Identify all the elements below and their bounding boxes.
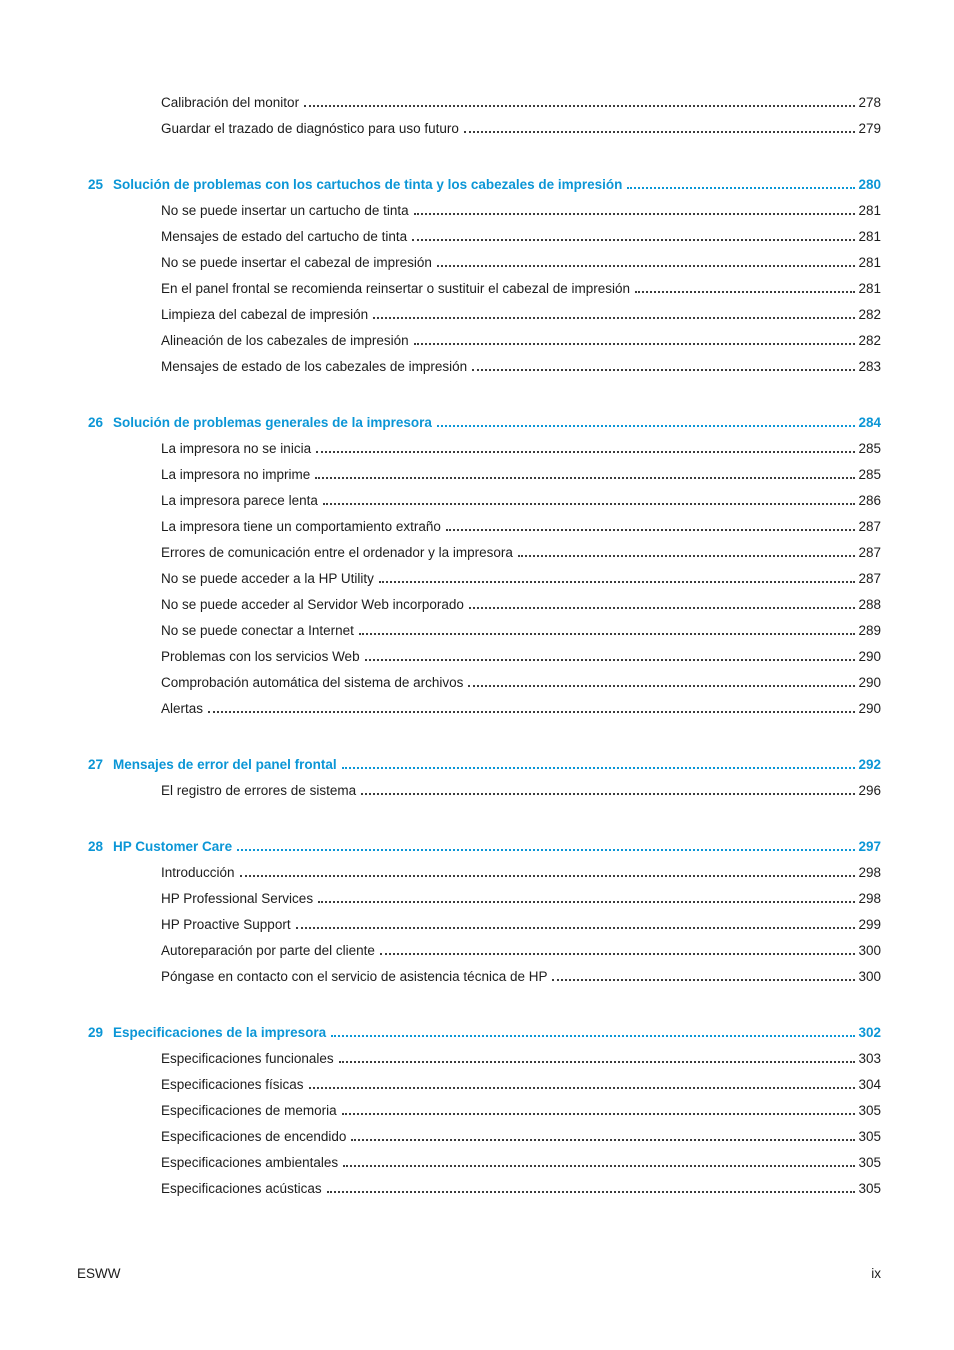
dot-leader [208,711,855,713]
toc-entry [161,938,881,964]
toc-chapter-block [88,1020,881,1202]
toc-entry [161,1046,881,1072]
toc-entry [161,540,881,566]
dot-leader [316,451,855,453]
toc-entry-label: Póngase en contacto con el servicio de asistencia técnica de HP [161,969,548,984]
toc-chapter-number: 28 [88,839,104,854]
dot-leader [327,1191,856,1193]
toc-entry-page-number: 296 [858,783,881,798]
dot-leader [380,953,856,955]
dot-leader [635,291,855,293]
dot-leader [361,793,855,795]
toc-entry-label: No se puede insertar el cabezal de impresión [161,255,432,270]
dot-leader [331,1035,855,1037]
toc-entry-page-number: 290 [858,649,881,664]
toc-entry [161,566,881,592]
toc-chapter-number: 26 [88,415,104,430]
toc-entry-page-number: 282 [858,333,881,348]
toc-entry [161,964,881,990]
footer-doc-code: ESWW [77,1266,121,1281]
dot-leader [437,265,856,267]
toc-entry-label: Problemas con los servicios Web [161,649,360,664]
toc-entry-label: No se puede insertar un cartucho de tinta [161,203,409,218]
toc-entry-page-number: 281 [858,229,881,244]
dot-leader [304,105,855,107]
toc-entry [161,276,881,302]
toc-entry-page-number: 305 [858,1155,881,1170]
toc-entry-label: Mensajes de estado de los cabezales de impresión [161,359,468,374]
toc-chapter-block [88,410,881,722]
toc-entry-label: La impresora no imprime [161,467,311,482]
toc-entry-label: Especificaciones acústicas [161,1181,322,1196]
toc-entry-label: HP Proactive Support [161,917,291,932]
toc-chapter-heading [88,172,881,198]
toc-entry-label: Guardar el trazado de diagnóstico para uso futuro [161,121,459,136]
toc-entry-page-number: 289 [858,623,881,638]
toc-chapter-page-number: 297 [858,839,881,854]
dot-leader [552,979,855,981]
page-footer [77,1266,881,1281]
toc-entry-label: No se puede conectar a Internet [161,623,354,638]
toc-entry [161,354,881,380]
toc-entry-label: Mensajes de estado del cartucho de tinta [161,229,408,244]
toc-entry-label: La impresora no se inicia [161,441,312,456]
toc-chapter-title: Solución de problemas generales de la impresora [113,415,432,430]
toc-entry-page-number: 282 [858,307,881,322]
toc-entry [161,224,881,250]
toc-chapter-heading [88,410,881,436]
dot-leader [412,239,855,241]
dot-leader [296,927,856,929]
toc-entry [161,912,881,938]
toc-entry-page-number: 281 [858,281,881,296]
dot-leader [469,607,856,609]
dot-leader [339,1061,856,1063]
dot-leader [373,317,855,319]
toc-entry [161,618,881,644]
dot-leader [343,1165,855,1167]
dot-leader [379,581,856,583]
dot-leader [414,343,856,345]
toc-entry [161,670,881,696]
toc-entry [161,90,881,116]
toc-entry-label: Especificaciones de memoria [161,1103,337,1118]
toc-entry-page-number: 299 [858,917,881,932]
toc-entry-page-number: 287 [858,571,881,586]
dot-leader [342,767,856,769]
toc-chapter-block [88,172,881,380]
toc-entry-label: La impresora tiene un comportamiento extraño [161,519,441,534]
toc-entry [161,488,881,514]
toc-entry [161,436,881,462]
toc-entry [161,644,881,670]
toc-entry [161,592,881,618]
toc-chapter-number: 25 [88,177,104,192]
toc-entry-label: Autoreparación por parte del cliente [161,943,375,958]
dot-leader [318,901,855,903]
toc-chapter-title: Solución de problemas con los cartuchos de tinta y los cabezales de impresión [113,177,623,192]
toc-chapter-page-number: 280 [858,177,881,192]
toc-entry [161,1072,881,1098]
toc-entry-page-number: 304 [858,1077,881,1092]
toc-entry [161,116,881,142]
toc-entry [161,1098,881,1124]
toc-entry-label: Introducción [161,865,235,880]
toc-entry-page-number: 290 [858,701,881,716]
toc-entry-page-number: 279 [858,121,881,136]
toc-chapter-block [88,752,881,804]
dot-leader [446,529,856,531]
toc-entry-page-number: 300 [858,969,881,984]
toc-entry-page-number: 285 [858,441,881,456]
footer-page-number: ix [871,1266,881,1281]
toc-entry-label: En el panel frontal se recomienda reinsertar o sustituir el cabezal de impresión [161,281,630,296]
toc-entry-page-number: 281 [858,255,881,270]
dot-leader [627,187,855,189]
toc-entry [161,1124,881,1150]
toc-chapter-page-number: 284 [858,415,881,430]
toc-chapter-number: 29 [88,1025,104,1040]
dot-leader [359,633,856,635]
dot-leader [365,659,856,661]
toc-entry [161,1150,881,1176]
toc-chapter-page-number: 302 [858,1025,881,1040]
toc-entry-label: Limpieza del cabezal de impresión [161,307,369,322]
dot-leader [414,213,856,215]
toc-entry-label: Errores de comunicación entre el ordenador y la impresora [161,545,513,560]
dot-leader [518,555,856,557]
toc-entry-label: Especificaciones funcionales [161,1051,334,1066]
toc-entry-page-number: 305 [858,1129,881,1144]
table-of-contents [88,90,881,1202]
toc-entry-label: Comprobación automática del sistema de archivos [161,675,464,690]
dot-leader [237,849,855,851]
toc-entry-label: Especificaciones ambientales [161,1155,339,1170]
toc-entry [161,328,881,354]
dot-leader [464,131,856,133]
toc-entry-page-number: 305 [858,1181,881,1196]
toc-chapter-heading [88,1020,881,1046]
dot-leader [472,369,855,371]
toc-entry-label: No se puede acceder a la HP Utility [161,571,374,586]
dot-leader [315,477,855,479]
toc-entry-page-number: 283 [858,359,881,374]
toc-chapter-block [88,834,881,990]
toc-entry-page-number: 300 [858,943,881,958]
toc-entry-page-number: 287 [858,519,881,534]
dot-leader [309,1087,856,1089]
toc-entry [161,462,881,488]
toc-entry-page-number: 281 [858,203,881,218]
toc-entry [161,198,881,224]
toc-chapter-number: 27 [88,757,104,772]
toc-entry [161,302,881,328]
toc-entry [161,860,881,886]
toc-entry [161,514,881,540]
toc-entry-label: Especificaciones de encendido [161,1129,347,1144]
toc-entry-label: La impresora parece lenta [161,493,318,508]
toc-entry-page-number: 305 [858,1103,881,1118]
toc-entry-label: Alertas [161,701,204,716]
toc-chapter-heading [88,752,881,778]
toc-entry [161,696,881,722]
dot-leader [468,685,855,687]
toc-entry-page-number: 287 [858,545,881,560]
dot-leader [351,1139,855,1141]
toc-entry-label: Calibración del monitor [161,95,300,110]
toc-entry-page-number: 285 [858,467,881,482]
toc-entry [161,1176,881,1202]
toc-entry-page-number: 303 [858,1051,881,1066]
dot-leader [437,425,856,427]
toc-chapter-title: Especificaciones de la impresora [113,1025,327,1040]
toc-entry-label: Especificaciones físicas [161,1077,304,1092]
dot-leader [323,503,856,505]
toc-entry-label: El registro de errores de sistema [161,783,357,798]
toc-entry-page-number: 286 [858,493,881,508]
toc-entry-label: No se puede acceder al Servidor Web incorporado [161,597,464,612]
toc-entry-label: HP Professional Services [161,891,314,906]
toc-chapter-heading [88,834,881,860]
toc-entry-page-number: 298 [858,891,881,906]
toc-chapter-page-number: 292 [858,757,881,772]
toc-entry [161,778,881,804]
toc-entry-label: Alineación de los cabezales de impresión [161,333,409,348]
toc-entry-page-number: 288 [858,597,881,612]
toc-entry [161,250,881,276]
toc-entry [161,886,881,912]
dot-leader [342,1113,856,1115]
toc-chapter-title: HP Customer Care [113,839,233,854]
toc-chapter-title: Mensajes de error del panel frontal [113,757,337,772]
toc-entry-page-number: 290 [858,675,881,690]
dot-leader [240,875,856,877]
toc-entry-page-number: 298 [858,865,881,880]
toc-entry-page-number: 278 [858,95,881,110]
